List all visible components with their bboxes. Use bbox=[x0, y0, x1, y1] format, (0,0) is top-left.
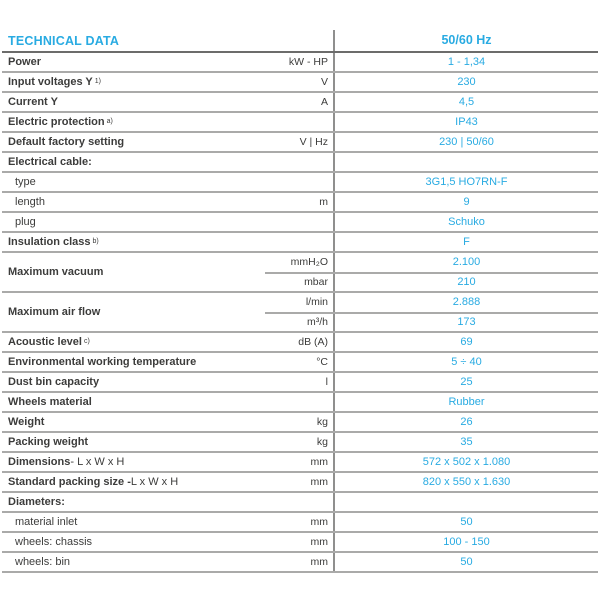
table-row bbox=[2, 553, 598, 573]
spec-unit bbox=[265, 393, 333, 411]
spec-unit: V | Hz bbox=[299, 136, 328, 148]
spec-value: 2.100 bbox=[333, 253, 598, 272]
spec-unit bbox=[265, 153, 333, 171]
table-header-row bbox=[2, 30, 598, 53]
spec-label: Maximum vacuum bbox=[8, 266, 104, 278]
spec-unit: l bbox=[325, 376, 328, 388]
spec-value: 9 bbox=[333, 193, 598, 211]
group-subrows bbox=[265, 293, 598, 331]
table-title: TECHNICAL DATA bbox=[8, 33, 120, 48]
table-row bbox=[2, 233, 598, 253]
spec-value: Schuko bbox=[333, 213, 598, 231]
spec-label: wheels: bin bbox=[15, 556, 71, 568]
spec-unit: m bbox=[319, 196, 328, 208]
spec-unit: dB (A) bbox=[298, 336, 328, 348]
spec-label: Insulation class b) bbox=[8, 236, 99, 248]
spec-unit: kg bbox=[316, 436, 328, 448]
spec-unit: l/min bbox=[305, 296, 328, 309]
spec-value: 5 ÷ 40 bbox=[333, 353, 598, 371]
spec-label: Acoustic level c) bbox=[8, 336, 90, 348]
spec-value bbox=[333, 493, 598, 511]
spec-value: 230 | 50/60 bbox=[333, 133, 598, 151]
spec-label: Standard packing size - L x W x H bbox=[8, 476, 179, 488]
table-row bbox=[2, 173, 598, 193]
table-row bbox=[2, 413, 598, 433]
table-subrow bbox=[265, 253, 598, 272]
spec-unit: mm bbox=[310, 476, 328, 488]
table-row bbox=[2, 493, 598, 513]
table-row bbox=[2, 373, 598, 393]
spec-label: Weight bbox=[8, 416, 45, 428]
spec-value: F bbox=[333, 233, 598, 251]
spec-value: 100 - 150 bbox=[333, 533, 598, 551]
spec-unit: V bbox=[320, 76, 328, 88]
spec-label: material inlet bbox=[15, 516, 78, 528]
spec-label: Default factory setting bbox=[8, 136, 125, 148]
spec-unit bbox=[265, 113, 333, 131]
spec-unit bbox=[265, 213, 333, 231]
spec-value: 26 bbox=[333, 413, 598, 431]
table-row bbox=[2, 153, 598, 173]
spec-value: 69 bbox=[333, 333, 598, 351]
table-row bbox=[2, 433, 598, 453]
spec-label: Diameters: bbox=[8, 496, 65, 508]
spec-value: 25 bbox=[333, 373, 598, 391]
spec-label: Input voltages Y 1) bbox=[8, 76, 101, 88]
spec-label: Dust bin capacity bbox=[8, 376, 100, 388]
spec-value: 50 bbox=[333, 513, 598, 531]
spec-value: 3G1,5 HO7RN-F bbox=[333, 173, 598, 191]
table-row bbox=[2, 93, 598, 113]
spec-label: Maximum air flow bbox=[8, 306, 101, 318]
spec-value: 1 - 1,34 bbox=[333, 53, 598, 71]
spec-value: 820 x 550 x 1.630 bbox=[333, 473, 598, 491]
spec-unit: A bbox=[320, 96, 328, 108]
spec-value: 210 bbox=[333, 274, 598, 291]
spec-unit bbox=[265, 233, 333, 251]
table-row bbox=[2, 473, 598, 493]
frequency-column-header: 50/60 Hz bbox=[333, 30, 598, 51]
spec-unit: mm bbox=[310, 456, 328, 468]
spec-unit: kW - HP bbox=[288, 56, 328, 68]
spec-unit: °C bbox=[316, 356, 328, 368]
spec-value: 572 x 502 x 1.080 bbox=[333, 453, 598, 471]
spec-value: Rubber bbox=[333, 393, 598, 411]
spec-unit bbox=[265, 493, 333, 511]
spec-value: 2.888 bbox=[333, 293, 598, 312]
spec-value: 50 bbox=[333, 553, 598, 571]
table-row bbox=[2, 453, 598, 473]
spec-label: Packing weight bbox=[8, 436, 89, 448]
spec-label: Electrical cable: bbox=[8, 156, 92, 168]
table-body bbox=[2, 53, 598, 573]
spec-unit: kg bbox=[316, 416, 328, 428]
spec-unit: mm bbox=[310, 556, 328, 568]
table-row bbox=[2, 253, 598, 293]
technical-data-table bbox=[2, 30, 598, 573]
table-row bbox=[2, 73, 598, 93]
table-row bbox=[2, 213, 598, 233]
spec-unit bbox=[265, 173, 333, 191]
table-row bbox=[2, 353, 598, 373]
spec-unit: mm bbox=[310, 536, 328, 548]
table-subrow bbox=[265, 293, 598, 312]
spec-label: Dimensions - L x W x H bbox=[8, 456, 125, 468]
spec-unit: mmH₂O bbox=[290, 256, 328, 269]
spec-label: Wheels material bbox=[8, 396, 92, 408]
spec-unit: mm bbox=[310, 516, 328, 528]
spec-value: 4,5 bbox=[333, 93, 598, 111]
table-subrow bbox=[265, 272, 598, 291]
table-row bbox=[2, 193, 598, 213]
spec-label: Electric protection a) bbox=[8, 116, 113, 128]
spec-label: type bbox=[15, 176, 36, 188]
spec-label: wheels: chassis bbox=[15, 536, 93, 548]
table-subrow bbox=[265, 312, 598, 331]
table-row bbox=[2, 113, 598, 133]
spec-unit: mbar bbox=[304, 276, 328, 289]
table-row bbox=[2, 333, 598, 353]
spec-label: Current Y bbox=[8, 96, 58, 108]
table-row bbox=[2, 513, 598, 533]
table-row bbox=[2, 393, 598, 413]
spec-label: length bbox=[15, 196, 45, 208]
table-row bbox=[2, 293, 598, 333]
table-row bbox=[2, 133, 598, 153]
spec-value: 35 bbox=[333, 433, 598, 451]
group-subrows bbox=[265, 253, 598, 291]
spec-label: Power bbox=[8, 56, 42, 68]
spec-label: Environmental working temperature bbox=[8, 356, 197, 368]
spec-value: 173 bbox=[333, 314, 598, 331]
spec-unit: m³/h bbox=[307, 316, 328, 329]
table-row bbox=[2, 533, 598, 553]
table-row bbox=[2, 53, 598, 73]
spec-value: IP43 bbox=[333, 113, 598, 131]
spec-label: plug bbox=[15, 216, 36, 228]
spec-value: 230 bbox=[333, 73, 598, 91]
spec-value bbox=[333, 153, 598, 171]
